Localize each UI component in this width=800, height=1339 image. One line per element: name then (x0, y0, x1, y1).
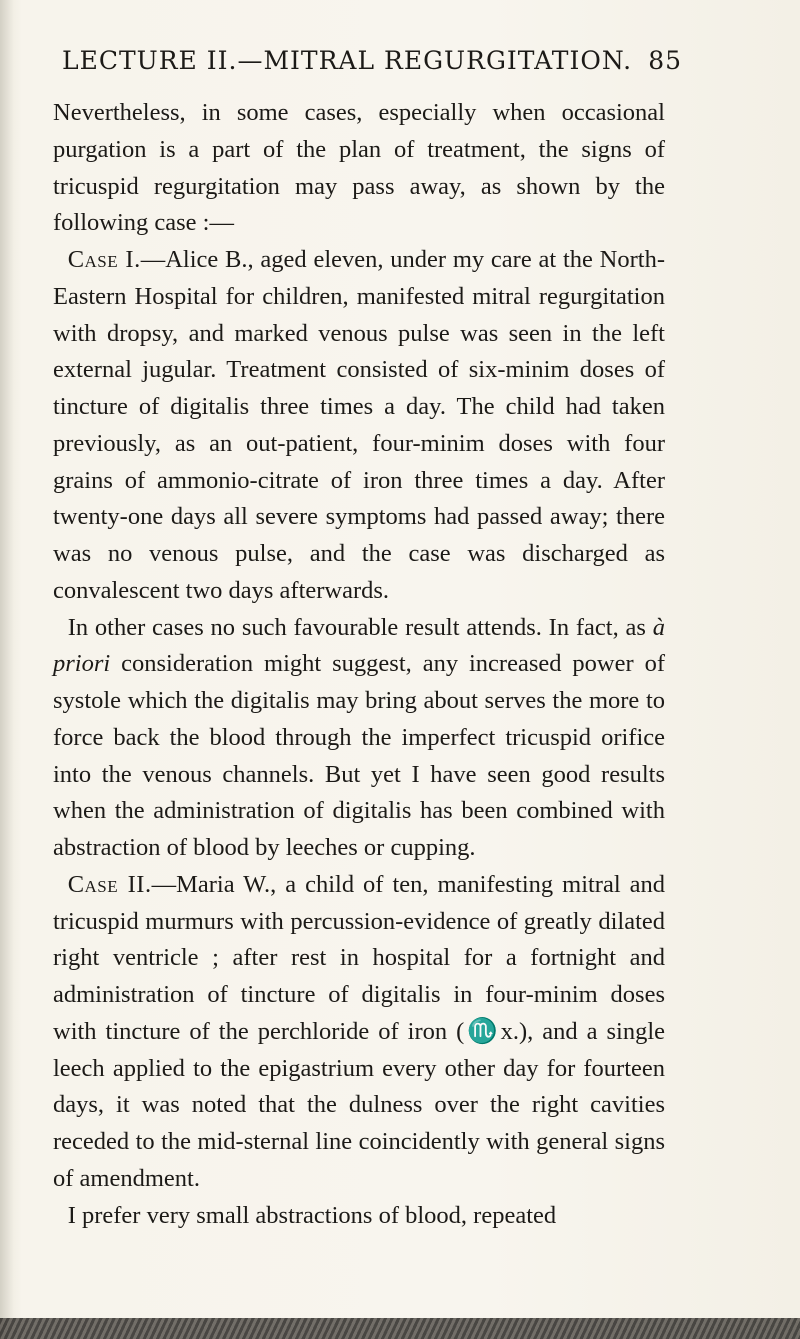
paragraph-case-2 (53, 867, 665, 1198)
case-label: Case II. (67, 870, 152, 898)
body-text (53, 95, 665, 1234)
running-head (62, 46, 682, 86)
case-text: —Maria W., a child of ten, manifesting mitral and tricuspid murmurs with percussion-evidence of greatly dilated right ventricle ; after rest in hospital for a fortnight and administration of tincture of digitalis in four-minim doses with tincture of the perchloride of iron (♏x.), and a single leech applied to the epigastrium every other day for fourteen days, it was noted that the dulness over the right cavities receded to the mid-sternal line coincidently with general signs of amendment. (53, 870, 666, 1192)
italic-phrase: à priori (53, 613, 665, 678)
paragraph-case-1 (53, 242, 665, 610)
running-head-title: LECTURE II.—MITRAL REGURGITATION. (62, 46, 633, 75)
paragraph-text-before: In other cases no such favourable result attends. In fact, as (67, 613, 653, 641)
spine-shadow (0, 0, 14, 1339)
case-label: Case I. (67, 246, 141, 273)
page-number: 85 (648, 46, 682, 75)
page-bottom-edge (0, 1318, 800, 1339)
case-text: —Alice B., aged eleven, under my care at the North-Eastern Hospital for children, manifested mitral regurgitation with dropsy, and marked venous pulse was seen in the left external jugular. Treatment consisted of six-minim doses of tincture of digitalis three times a day. The child had taken previously, as an out-patient, four-minim doses with four grains of ammonio-citrate of iron three times a day. After twenty-one days all severe symptoms had passed away; there was no venous pulse, and the case was discharged as convalescent two days afterwards. (53, 246, 665, 604)
paragraph-discussion (53, 610, 665, 867)
paragraph-text-after: consideration might suggest, any increased power of systole which the digitalis may bring about serves the more to force back the blood through the imperfect tricuspid orifice into the venous channels. But yet I have seen good results when the administration of digitalis has been combined with abstraction of blood by leeches or cupping. (53, 650, 665, 861)
paragraph-intro: Nevertheless, in some cases, especially when occasional purgation is a part of the plan of treatment, the signs of tricuspid regurgitation may pass away, as shown by the following case :— (53, 99, 665, 237)
paragraph-closing: I prefer very small abstractions of blood, repeated (67, 1201, 557, 1229)
